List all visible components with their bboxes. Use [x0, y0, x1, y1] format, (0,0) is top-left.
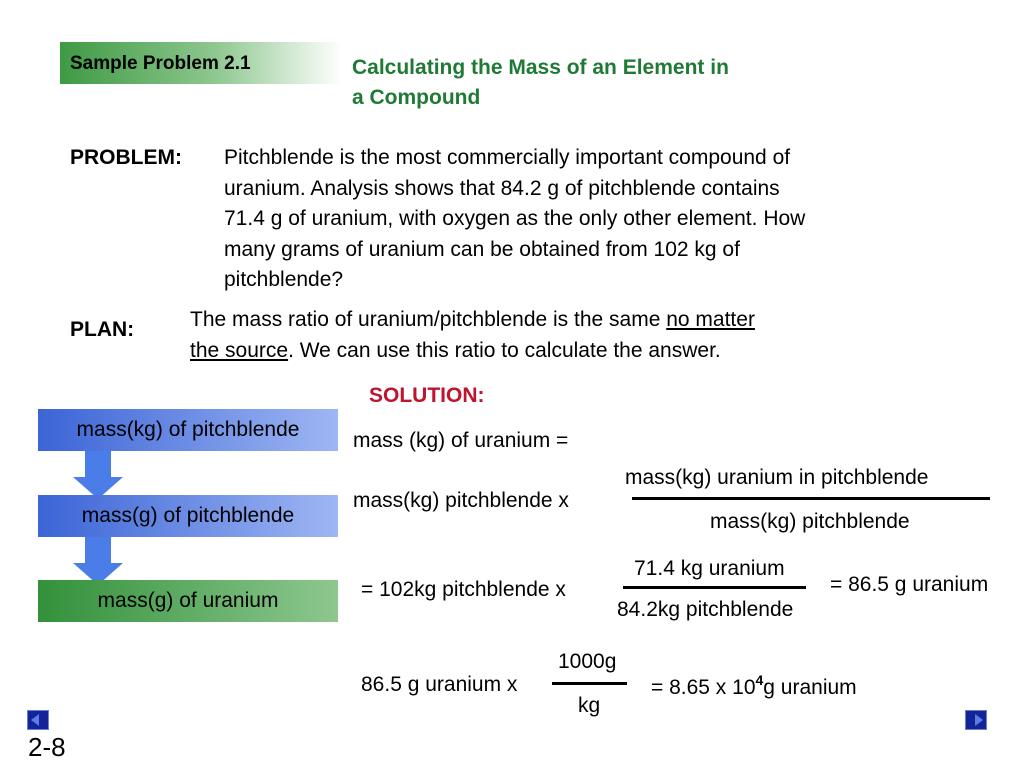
eq4-numerator: 1000g — [558, 650, 617, 673]
eq1-left: mass (kg) of uranium = — [353, 429, 569, 452]
title-line-1: Calculating the Mass of an Element in — [352, 56, 729, 79]
page-title — [352, 53, 729, 113]
left-arrow-icon — [31, 714, 45, 726]
flow-box-g-uranium: mass(g) of uranium — [38, 580, 338, 622]
flow-box-kg-pitchblende: mass(kg) of pitchblende — [38, 409, 338, 451]
plan-underline-2: the source — [190, 338, 289, 362]
problem-line-3: 71.4 g of uranium, with oxygen as the only other element. How — [224, 207, 806, 230]
eq3-fraction-bar — [623, 586, 806, 589]
problem-line-1: Pitchblende is the most commercially important compound of — [224, 146, 791, 169]
solution-label: SOLUTION: — [369, 384, 485, 407]
problem-label: PROBLEM: — [70, 146, 182, 169]
eq3-numerator: 71.4 kg uranium — [634, 557, 785, 580]
eq2-left: mass(kg) pitchblende x — [353, 489, 569, 512]
problem-line-2: uranium. Analysis shows that 84.2 g of pitchblende contains — [224, 176, 780, 200]
eq2-numerator: mass(kg) uranium in pitchblende — [625, 466, 929, 489]
eq4-fraction-bar — [552, 682, 627, 685]
eq2-denominator: mass(kg) pitchblende — [710, 510, 910, 533]
sample-problem-label: Sample Problem 2.1 — [70, 53, 251, 74]
plan-line-2-text: . We can use this ratio to calculate the answer. — [288, 338, 721, 362]
eq2-fraction-bar — [632, 497, 990, 500]
plan-text — [190, 305, 970, 366]
prev-slide-button[interactable] — [27, 710, 49, 730]
eq3-result: = 86.5 g uranium — [830, 573, 989, 596]
eq3-denominator: 84.2kg pitchblende — [617, 598, 794, 621]
plan-line-1-text: The mass ratio of uranium/pitchblende is the same — [190, 308, 667, 331]
down-arrow-icon — [73, 451, 123, 499]
title-line-2: a Compound — [352, 86, 481, 109]
eq4-left: 86.5 g uranium x — [361, 673, 518, 696]
flow-box-g-pitchblende: mass(g) of pitchblende — [38, 495, 338, 537]
right-arrow-icon — [969, 714, 983, 726]
page-number: 2-8 — [28, 732, 66, 762]
plan-label: PLAN: — [70, 318, 135, 341]
down-arrow-icon — [73, 537, 123, 585]
problem-text — [224, 143, 984, 296]
plan-line-2 — [190, 336, 970, 367]
problem-line-4: many grams of uranium can be obtained from 102 kg of — [224, 237, 740, 261]
eq4-result — [651, 672, 857, 700]
eq4-denominator: kg — [578, 694, 601, 717]
plan-line-1 — [190, 305, 970, 336]
eq4-result-mantissa: = 8.65 x 10 — [651, 676, 756, 699]
eq3-left: = 102kg pitchblende x — [361, 578, 566, 601]
problem-line-5: pitchblende? — [224, 268, 344, 291]
next-slide-button[interactable] — [965, 710, 987, 730]
eq4-result-unit: g uranium — [763, 676, 857, 699]
eq4-exponent: 4 — [755, 672, 764, 688]
plan-underline-1: no matter — [666, 308, 755, 331]
